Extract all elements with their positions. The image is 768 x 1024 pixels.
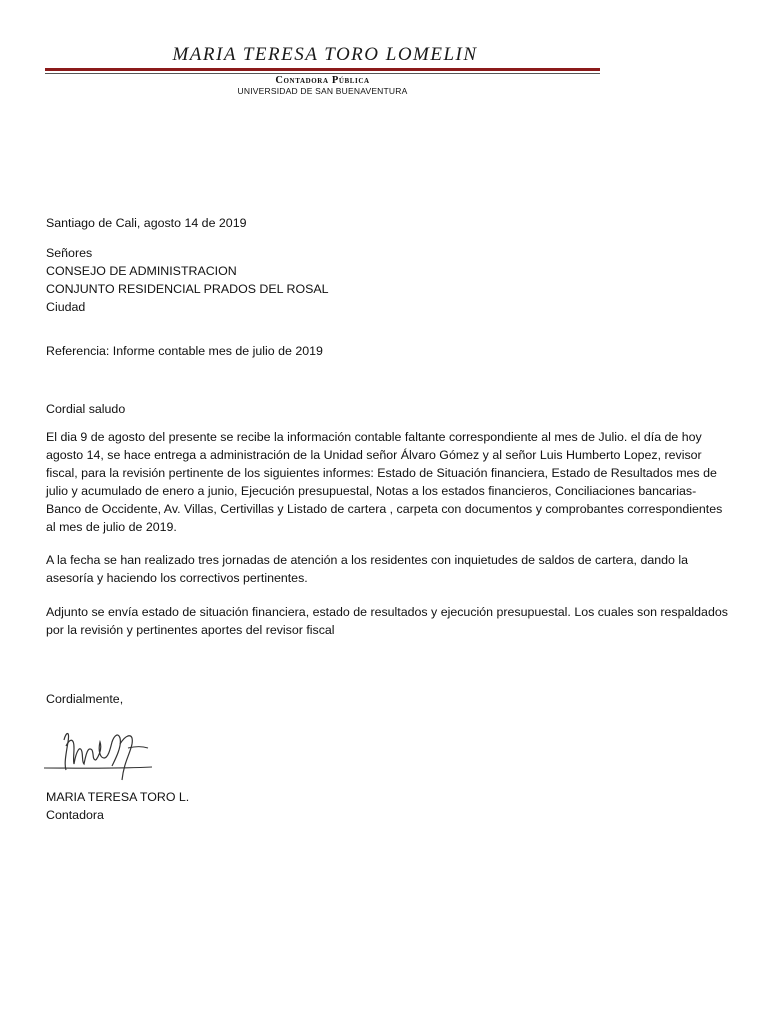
body-paragraph-2 (46, 551, 726, 587)
greeting: Cordial saludo (46, 402, 126, 416)
paragraph-line: El dia 9 de agosto del presente se recibe la información contable faltante correspondiente al mes de Julio. el día de hoy (46, 430, 702, 444)
recipient-city: Ciudad (46, 300, 86, 314)
letterhead-university: UNIVERSIDAD DE SAN BUENAVENTURA (237, 86, 408, 96)
paragraph-line: asesoría y haciendo los correctivos pertinentes. (46, 571, 308, 585)
signer-title: Contadora (46, 808, 104, 822)
body-paragraph-3 (46, 603, 726, 639)
recipient-block (46, 244, 726, 316)
recipient-line-2: CONJUNTO RESIDENCIAL PRADOS DEL ROSAL (46, 282, 329, 296)
letterhead-divider (45, 68, 600, 71)
reference-line: Referencia: Informe contable mes de julio de 2019 (46, 344, 323, 358)
recipient-line-1: CONSEJO DE ADMINISTRACION (46, 264, 237, 278)
paragraph-line: julio y acumulado de enero a junio, Ejecución presupuestal, Notas a los estados financieros, Conciliaciones bancarias- (46, 484, 697, 498)
letterhead-name: MARIA TERESA TORO LOMELIN (172, 44, 478, 65)
letterhead-divider-thin (45, 73, 600, 74)
paragraph-line: Banco de Occidente, Av. Villas, Certivillas y Listado de cartera , carpeta con documentos y comprobantes correspondientes (46, 502, 723, 516)
signer-name: MARIA TERESA TORO L. (46, 790, 190, 804)
closing: Cordialmente, (46, 692, 124, 706)
paragraph-line: A la fecha se han realizado tres jornadas de atención a los residentes con inquietudes de saldos de cartera, dando la (46, 553, 688, 567)
paragraph-line: fiscal, para la revisión pertinente de los siguientes informes: Estado de Situación financiera, Estado de Resultados mes de (46, 466, 717, 480)
letterhead-profession: Contadora Pública (275, 75, 370, 86)
paragraph-line: al mes de julio de 2019. (46, 520, 177, 534)
signature-image (40, 724, 158, 784)
paragraph-line: agosto 14, se hace entrega a administración de la Unidad señor Álvaro Gómez y al señor Luis Humberto Lopez, revisor (46, 448, 702, 462)
recipient-salutation: Señores (46, 246, 93, 260)
paragraph-line: por la revisión y pertinentes aportes del revisor fiscal (46, 623, 335, 637)
body-paragraph-1 (46, 428, 726, 536)
paragraph-line: Adjunto se envía estado de situación financiera, estado de resultados y ejecución presupuestal. Los cuales son respaldados (46, 605, 728, 619)
signer-block (46, 788, 726, 824)
date-line: Santiago de Cali, agosto 14 de 2019 (46, 216, 247, 230)
